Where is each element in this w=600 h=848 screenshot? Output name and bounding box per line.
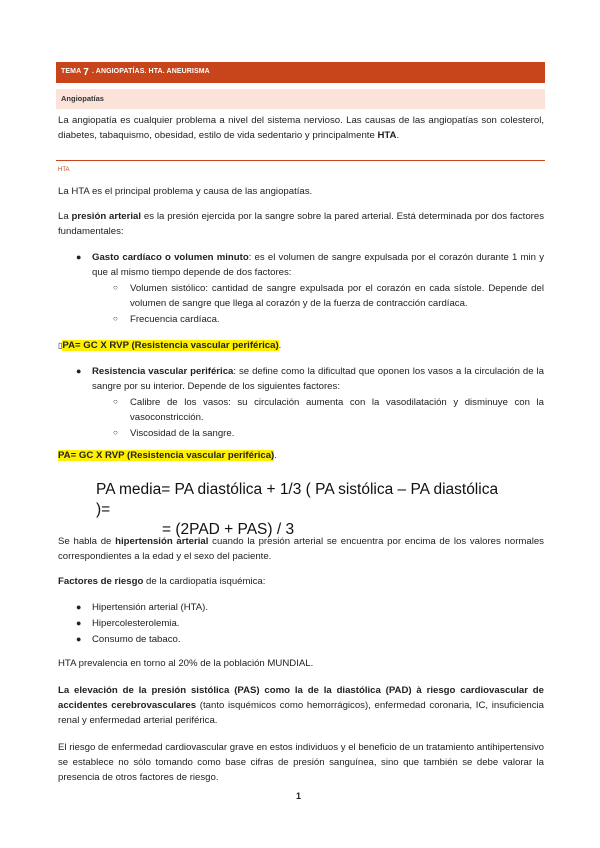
bullet-resistencia: [58, 365, 544, 442]
pa-media-formula: [96, 480, 516, 540]
risk-item-text: Hipercolesterolemia.: [92, 617, 180, 629]
list-item: [58, 601, 544, 616]
factores-post: de la cardiopatía isquémica:: [143, 576, 266, 587]
formula1-highlight: PA= GC X RVP (Resistencia vascular periférica): [62, 340, 279, 351]
sub-item-text: Frecuencia cardíaca.: [130, 314, 220, 326]
paragraph-presion-arterial: [58, 210, 544, 240]
bullet1-bold: Gasto cardíaco o volumen minuto: [92, 252, 249, 263]
sub-item-text: Viscosidad de la sangre.: [130, 428, 235, 440]
bullet-icon: ●: [76, 252, 82, 262]
intro-bold: HTA: [377, 129, 397, 141]
bullet-icon: ●: [76, 633, 82, 644]
bullet-icon: ●: [76, 602, 82, 612]
circle-bullet-icon: ○: [113, 428, 118, 438]
list-item: [58, 396, 544, 426]
section-divider: [56, 160, 545, 161]
section-header: [56, 89, 545, 109]
list-item: [58, 633, 544, 648]
sub-item-text: Calibre de los vasos: su circulación aumenta con la vasodilatación y disminuye con la vasoconstricción.: [130, 396, 544, 423]
intro-paragraph: [58, 114, 544, 144]
chapter-number: 7: [83, 66, 89, 78]
box-glyph-icon: ▯: [58, 341, 63, 350]
pa-media-line2: = (2PAD + PAS) / 3: [162, 521, 295, 539]
chapter-title: . ANGIOPATÍAS. HTA. ANEURISMA: [91, 68, 210, 76]
risk-item-text: Hipertensión arterial (HTA).: [92, 602, 209, 613]
bullet-icon: ●: [76, 617, 82, 628]
bullet2-text: : se define como la dificultad que oponen los vasos a la circulación de la sangre por su interior. Depende de los siguientes factores:: [92, 366, 545, 392]
section-title: Angiopatías: [61, 94, 104, 104]
list-item: [58, 427, 544, 442]
p2-bold: presión arterial: [71, 211, 142, 222]
formula2-end: .: [274, 450, 277, 461]
pa-media-line1: PA media= PA diastólica + 1/3 ( PA sistólica – PA diastólica )=: [96, 481, 499, 519]
formula2-highlight: PA= GC X RVP (Resistencia vascular periférica): [58, 450, 275, 461]
intro-text: La angiopatía es cualquier problema a nivel del sistema nervioso. Las causas de las angiopatías son colesterol, diabetes, tabaquismo, obesidad, estilo de vida sedentario y principalmente: [58, 115, 544, 141]
bullet1-text: : es el volumen de sangre expulsada por el corazón durante 1 min y que al mismo tiempo depende de dos factores:: [92, 252, 545, 278]
bullet-gasto-cardiaco: [58, 251, 544, 328]
p3-post: cuando la presión arterial se encuentra por encima de los valores normales correspondientes a la edad y el sexo del paciente.: [58, 536, 544, 562]
circle-bullet-icon: ○: [113, 396, 118, 406]
page-number: 1: [296, 791, 302, 801]
list-item: [58, 313, 544, 328]
list-item: [58, 282, 544, 312]
formula1-end: .: [278, 340, 282, 351]
formula-pa-1: [58, 339, 544, 354]
p2-pre: La: [58, 211, 72, 222]
p3-pre: Se habla de: [58, 536, 116, 547]
list-item: [58, 617, 544, 632]
p4-bold: La elevación de la presión sistólica (PAS) como la de la diastólica (PAD) à riesgo cardiovascular de accidentes cerebrovasculares: [58, 685, 544, 711]
paragraph-hipertension: [58, 535, 544, 565]
chapter-prefix: TEMA: [61, 68, 82, 76]
p2-post: es la presión ejercida por la sangre sobre la pared arterial. Está determinada por dos factores fundamentales:: [58, 211, 544, 237]
p4-post: (tanto isquémicos como hemorrágicos), enfermedad coronaria, IC, insuficiencia renal y enfermedad arterial periférica.: [58, 699, 544, 726]
risk-factor-list: [58, 601, 544, 648]
list-item: [58, 365, 544, 395]
bullet2-bold: Resistencia vascular periférica: [92, 366, 234, 377]
p3-bold: hipertensión arterial: [115, 536, 209, 547]
circle-bullet-icon: ○: [113, 314, 118, 324]
formula-pa-2: [58, 449, 544, 464]
bullet-icon: ●: [76, 366, 82, 376]
circle-bullet-icon: ○: [113, 282, 118, 292]
risk-item-text: Consumo de tabaco.: [92, 633, 181, 645]
paragraph-factores: [58, 575, 544, 590]
intro-end: .: [396, 129, 400, 141]
chapter-header: [56, 62, 545, 83]
paragraph-riesgo: El riesgo de enfermedad cardiovascular grave en estos individuos y el beneficio de un tratamiento antihipertensivo se establece no sólo tomando como base cifras de presión sanguínea, sino que también se debe valorar la presencia de otros factores de riesgo.: [58, 742, 544, 783]
paragraph-hta-main: La HTA es el principal problema y causa de las angiopatías.: [58, 186, 313, 197]
subsection-label: HTA: [58, 167, 70, 173]
paragraph-elevacion: [58, 684, 544, 729]
sub-item-text: Volumen sistólico: cantidad de sangre expulsada por el corazón en cada sístole. Depende del volumen de sangre que llega al corazón y de la fuerza de contracción cardíaca.: [130, 282, 544, 309]
paragraph-prevalence: HTA prevalencia en torno al 20% de la población MUNDIAL.: [58, 658, 314, 669]
list-item: [58, 251, 544, 281]
factores-bold: Factores de riesgo: [58, 576, 144, 587]
